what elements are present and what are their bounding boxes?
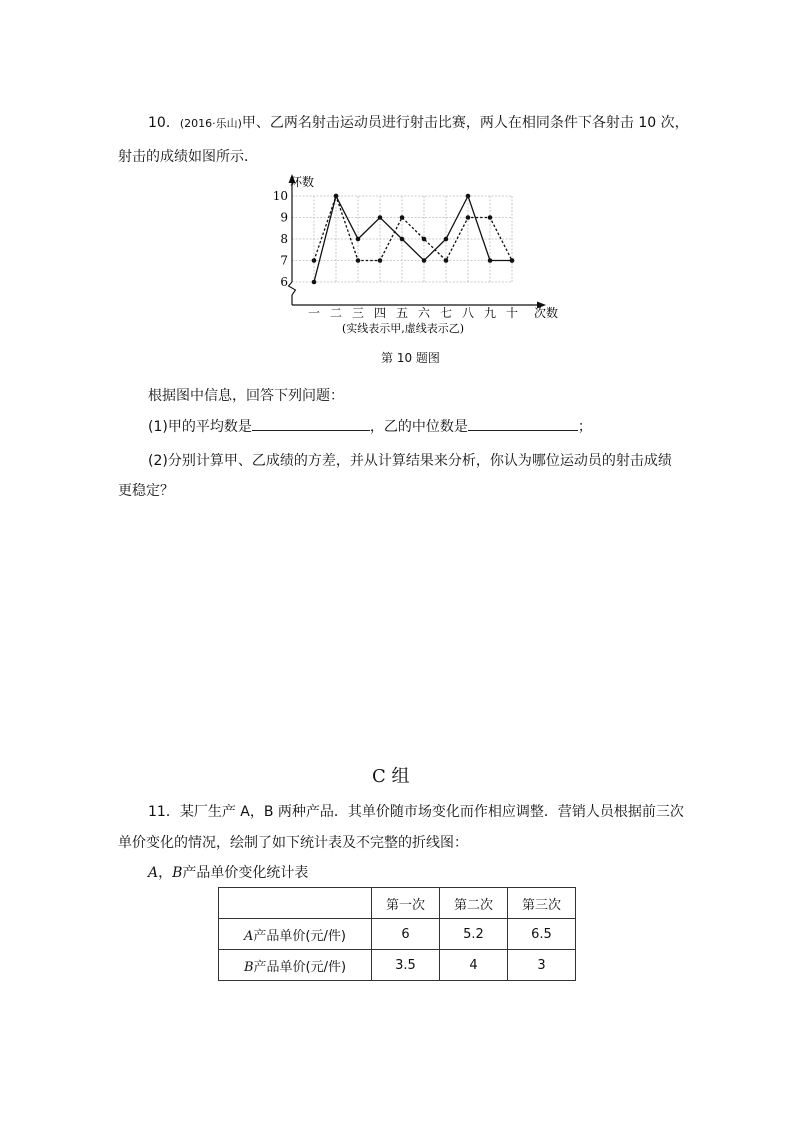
q10-sub2-line2: 更稳定？ xyxy=(118,483,174,499)
data-point xyxy=(312,258,317,263)
data-point xyxy=(378,215,383,220)
section-c-heading: C 组 xyxy=(372,766,410,787)
table-header-row xyxy=(219,888,576,919)
q10-blank-mean xyxy=(252,416,370,431)
q10-sub1-part-a: (1)甲的平均数是 xyxy=(148,419,252,435)
table-row xyxy=(219,919,576,950)
q10-source: (2016·乐山) xyxy=(179,117,242,130)
y-tick-label: 6 xyxy=(280,275,288,289)
table-cell: 3.5 xyxy=(372,950,440,981)
q10-number: 10． xyxy=(148,115,180,131)
table-row xyxy=(219,950,576,981)
data-point xyxy=(378,258,383,263)
data-point xyxy=(400,215,405,220)
y-tick-label: 9 xyxy=(280,210,288,225)
table-row-label: B产品单价(元/件) xyxy=(219,950,372,981)
q10-blank-median xyxy=(468,416,578,431)
q11-table-title: A，B产品单价变化统计表 xyxy=(148,865,309,881)
table-header-cell: 第一次 xyxy=(372,888,440,919)
x-tick-label: 一 xyxy=(307,306,321,320)
q10-prompt: 根据图中信息，回答下列问题： xyxy=(148,388,344,404)
x-tick-label: 八 xyxy=(461,306,475,320)
x-tick-label: 四 xyxy=(373,306,387,320)
chart-y-ticks xyxy=(273,189,288,289)
y-tick-label: 10 xyxy=(272,189,288,203)
x-tick-label: 九 xyxy=(483,306,497,320)
q11-stem-line1: 11．某厂生产 A，B 两种产品．其单价随市场变化而作相应调整．营销人员根据前三次 xyxy=(148,804,684,820)
data-point xyxy=(422,258,427,263)
data-point xyxy=(466,215,471,220)
table-cell: 3 xyxy=(508,950,576,981)
data-point xyxy=(334,194,339,199)
data-point xyxy=(488,215,493,220)
q10-sub2-line1: (2)分别计算甲、乙成绩的方差，并从计算结果来分析，你认为哪位运动员的射击成绩 xyxy=(148,453,672,469)
data-point xyxy=(422,237,427,242)
q10-stem-line1 xyxy=(148,112,689,132)
chart-y-label: 环数 xyxy=(290,175,315,189)
table-cell: 6.5 xyxy=(508,919,576,950)
data-point xyxy=(466,194,471,199)
q10-sub1-part-c: ； xyxy=(577,419,592,435)
table-cell: 6 xyxy=(372,919,440,950)
q10-stem-text1: 甲、乙两名射击运动员进行射击比赛，两人在相同条件下各射击 10 次， xyxy=(241,115,689,131)
q10-sub1 xyxy=(148,416,592,436)
x-tick-label: 六 xyxy=(417,306,431,320)
price-table xyxy=(218,887,576,981)
data-point xyxy=(444,237,449,242)
q11-stem-line2: 单价变化的情况，绘制了如下统计表及不完整的折线图： xyxy=(118,835,468,851)
chart-x-label: 次数 xyxy=(534,306,559,320)
data-point xyxy=(400,237,405,242)
chart-x-ticks xyxy=(308,305,518,320)
table-cell: 5.2 xyxy=(440,919,508,950)
line-chart xyxy=(262,168,562,338)
x-tick-label: 二 xyxy=(329,306,343,320)
x-tick-label: 七 xyxy=(439,306,453,320)
data-point xyxy=(510,258,515,263)
table-cell: 4 xyxy=(440,950,508,981)
y-tick-label: 7 xyxy=(280,253,288,268)
series-line-yi xyxy=(314,196,512,261)
table-header-cell: 第二次 xyxy=(440,888,508,919)
chart-axes xyxy=(288,174,546,309)
x-tick-label: 十 xyxy=(505,306,519,320)
x-tick-label: 三 xyxy=(351,306,365,320)
data-point xyxy=(356,258,361,263)
table-row-label: A产品单价(元/件) xyxy=(219,919,372,950)
data-point xyxy=(356,237,361,242)
data-point xyxy=(444,258,449,263)
q10-stem-line2: 射击的成绩如图所示． xyxy=(118,149,258,165)
x-tick-label: 五 xyxy=(395,306,409,320)
table-header-cell xyxy=(219,888,372,919)
data-point xyxy=(312,280,317,285)
q10-sub1-part-b: ，乙的中位数是 xyxy=(369,419,468,435)
y-tick-label: 8 xyxy=(280,232,288,246)
chart-legend-note: (实线表示甲,虚线表示乙) xyxy=(342,322,465,335)
data-point xyxy=(488,258,493,263)
table-header-cell: 第三次 xyxy=(508,888,576,919)
q10-figure-caption: 第 10 题图 xyxy=(381,351,440,365)
